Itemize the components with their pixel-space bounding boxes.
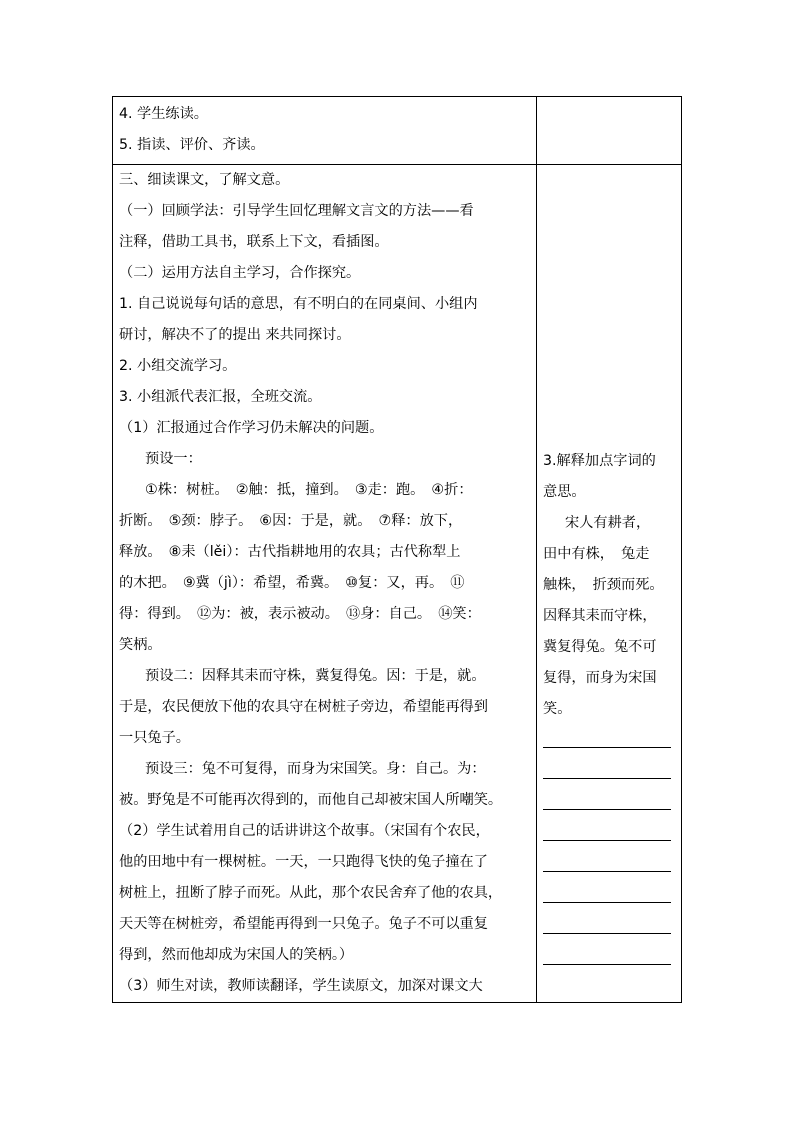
lesson-plan-table bbox=[112, 96, 682, 1003]
text-line: 研讨，解决不了的提出 来共同探讨。 bbox=[119, 327, 351, 343]
text-line: （二）运用方法自主学习，合作探究。 bbox=[119, 265, 361, 281]
text-line: 预设三：兔不可复得，而身为宋国笑。身：自己。为： bbox=[145, 761, 486, 777]
text-line: （1）汇报通过合作学习仍未解决的问题。 bbox=[119, 420, 384, 436]
text-line: 的木把。 ⑨冀（jì）：希望，希冀。 ⑩复：又，再。 ⑪ bbox=[119, 575, 465, 591]
text-line: 树桩上，扭断了脖子而死。从此，那个农民舍弃了他的农具， bbox=[119, 885, 503, 901]
text-line: 3. 小组派代表汇报，全班交流。 bbox=[119, 389, 322, 405]
answer-blank-line[interactable] bbox=[543, 818, 675, 849]
annotation-line: 田中有株， 兔走 bbox=[543, 546, 650, 562]
text-line: 被。野兔是不可能再次得到的，而他自己却被宋国人所嘲笑。 bbox=[119, 792, 503, 808]
side-cell-body bbox=[537, 165, 682, 1003]
answer-blank-line[interactable] bbox=[543, 911, 675, 942]
text-line: （3）师生对读，教师读翻译，学生读原文，加深对课文大 bbox=[119, 978, 483, 994]
text-line: 得：得到。 ⑫为：被，表示被动。 ⑬身：自己。 ⑭笑： bbox=[119, 606, 481, 622]
text-line: 他的田地中有一棵树桩。一天，一只跑得飞快的兔子撞在了 bbox=[119, 854, 488, 870]
side-cell-top bbox=[537, 97, 682, 165]
text-line: 注释，借助工具书，联系上下文，看插图。 bbox=[119, 234, 389, 250]
annotation-line: 意思。 bbox=[543, 484, 586, 500]
text-line: 天天等在树桩旁，希望能再得到一只兔子。兔子不可以重复 bbox=[119, 916, 488, 932]
answer-blank-line[interactable] bbox=[543, 787, 675, 818]
table-row bbox=[113, 97, 682, 165]
table-row bbox=[113, 165, 682, 1003]
text-line: 5. 指读、评价、齐读。 bbox=[119, 137, 265, 153]
text-line: 2. 小组交流学习。 bbox=[119, 358, 237, 374]
text-line: （2）学生试着用自己的话讲讲这个故事。（宋国有个农民， bbox=[119, 823, 490, 839]
text-line: ①株：树桩。 ②触：抵，撞到。 ③走：跑。 ④折： bbox=[145, 482, 473, 498]
answer-blank-line[interactable] bbox=[543, 942, 675, 973]
annotation-line: 冀复得兔。兔不可 bbox=[543, 639, 657, 655]
main-cell-body bbox=[113, 165, 537, 1003]
text-line: 预设二：因释其耒而守株，冀复得兔。因：于是，就。 bbox=[145, 668, 486, 684]
text-line: 于是，农民便放下他的农具守在树桩子旁边，希望能再得到 bbox=[119, 699, 488, 715]
text-line: 一只兔子。 bbox=[119, 730, 190, 746]
annotation-line: 因释其耒而守株， bbox=[543, 608, 657, 624]
main-cell-top bbox=[113, 97, 537, 165]
text-line: 折断。 ⑤颈：脖子。 ⑥因：于是，就。 ⑦释：放下， bbox=[119, 513, 463, 529]
annotation-line: 宋人有耕者， bbox=[565, 515, 651, 531]
text-line: 释放。 ⑧耒（lěi）：古代指耕地用的农具；古代称犁上 bbox=[119, 544, 461, 560]
text-line: 三、细读课文，了解文意。 bbox=[119, 172, 290, 188]
text-line: 笑柄。 bbox=[119, 637, 162, 653]
answer-blank-line[interactable] bbox=[543, 725, 675, 756]
answer-blank-line[interactable] bbox=[543, 756, 675, 787]
annotation-line: 笑。 bbox=[543, 701, 572, 717]
text-line: 得到，然而他却成为宋国人的笑柄。） bbox=[119, 947, 354, 963]
answer-blank-line[interactable] bbox=[543, 880, 675, 911]
text-line: 4. 学生练读。 bbox=[119, 106, 208, 122]
text-line: （一）回顾学法：引导学生回忆理解文言文的方法——看 bbox=[119, 203, 474, 219]
text-line: 1. 自己说说每句话的意思，有不明白的在同桌间、小组内 bbox=[119, 296, 478, 312]
annotation-line: 触株， 折颈而死。 bbox=[543, 577, 664, 593]
answer-blank-line[interactable] bbox=[543, 849, 675, 880]
annotation-block bbox=[537, 165, 681, 973]
annotation-line: 复得，而身为宋国 bbox=[543, 670, 657, 686]
text-line: 预设一： bbox=[145, 451, 202, 467]
annotation-line: 3.解释加点字词的 bbox=[543, 453, 656, 469]
